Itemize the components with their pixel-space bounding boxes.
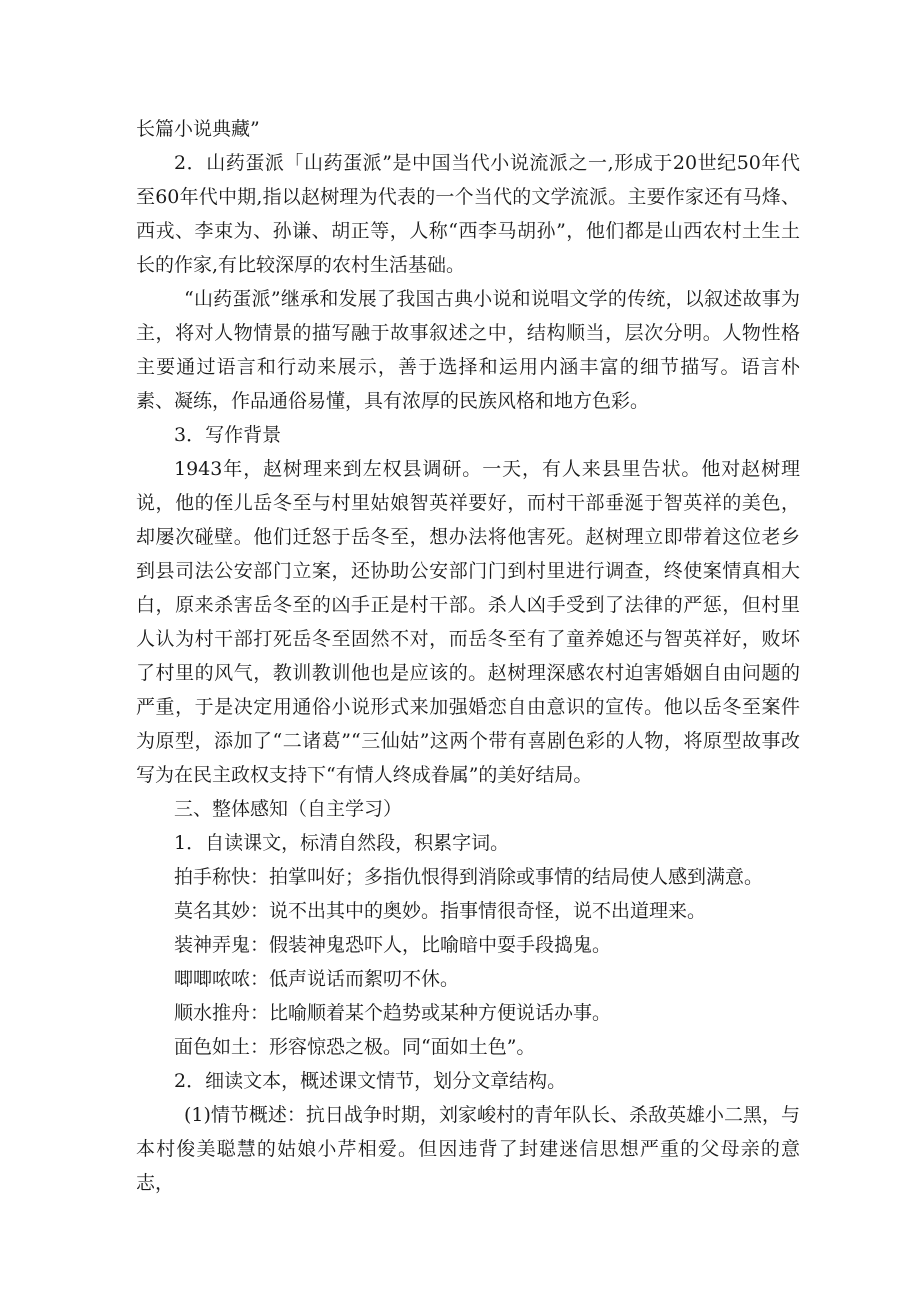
vocab-item: 莫名其妙：说不出其中的奥妙。指事情很奇怪，说不出道理来。	[174, 900, 707, 922]
document-body	[136, 112, 800, 1200]
section-overall-perception-heading: 三、整体感知（自主学习）	[174, 798, 403, 820]
vocab-item: 拍手称快：拍掌叫好；多指仇恨得到消除或事情的结局使人感到满意。	[174, 866, 764, 888]
task-close-reading: 2．细读文本，概述课文情节，划分文章结构。	[174, 1070, 567, 1092]
vocab-item: 面色如土：形容惊恐之极。同“面如土色”。	[174, 1036, 536, 1058]
vocab-item: 装神弄鬼：假装神鬼恐吓人，比喻暗中耍手段捣鬼。	[174, 934, 612, 956]
section-writing-background-heading: 3．写作背景	[174, 424, 282, 446]
paragraph-writing-background: 1943年，赵树理来到左权县调研。一天，有人来县里告状。他对赵树理说，他的侄儿岳冬至与村里姑娘智英祥要好，而村干部垂涎于智英祥的美色，却屡次碰壁。他们迁怒于岳冬至，想办法将他害死。赵树理立即带着这位老乡到县司法公安部门立案，还协助公安部门门到村里进行调查，终使案情真相大白，原来杀害岳冬至的凶手正是村干部。杀人凶手受到了法律的严惩，但村里人认为村干部打死岳冬至固然不对，而岳冬至有了童养媳还与智英祥好，败坏了村里的风气，教训教训他也是应该的。赵树理深感农村迫害婚姻自由问题的严重，于是决定用通俗小说形式来加强婚恋自由意识的宣传。他以岳冬至案件为原型，添加了“二诸葛”“三仙姑”这两个带有喜剧色彩的人物，将原型故事改写为在民主政权支持下“有情人终成眷属”的美好结局。	[136, 458, 800, 786]
vocab-item: 顺水推舟：比喻顺着某个趋势或某种方便说话办事。	[174, 1002, 612, 1024]
paragraph-plot-summary: (1)情节概述：抗日战争时期，刘家峻村的青年队长、杀敌英雄小二黑，与本村俊美聪慧的姑娘小芹相爱。但因违背了封建迷信思想严重的父母亲的意志，	[136, 1104, 800, 1194]
paragraph-continuation: 长篇小说典藏”	[136, 118, 260, 140]
task-read-text: 1．自读课文，标清自然段，积累字词。	[174, 832, 510, 854]
paragraph-shanyaodan-school: 2．山药蛋派「山药蛋派”是中国当代小说流派之一,形成于20世纪50年代至60年代中期,指以赵树理为代表的一个当代的文学流派。主要作家还有马烽、西戎、李束为、孙谦、胡正等，人称“西李马胡孙”，他们都是山西农村土生土长的作家,有比较深厚的农村生活基础。	[136, 152, 800, 276]
vocab-item: 唧唧哝哝：低声说话而絮叨不休。	[174, 968, 460, 990]
paragraph-school-style: “山药蛋派”继承和发展了我国古典小说和说唱文学的传统，以叙述故事为主，将对人物情景的描写融于故事叙述之中，结构顺当，层次分明。人物性格主要通过语言和行动来展示，善于选择和运用内涵丰富的细节描写。语言朴素、凝练，作品通俗易懂，具有浓厚的民族风格和地方色彩。	[136, 288, 800, 412]
